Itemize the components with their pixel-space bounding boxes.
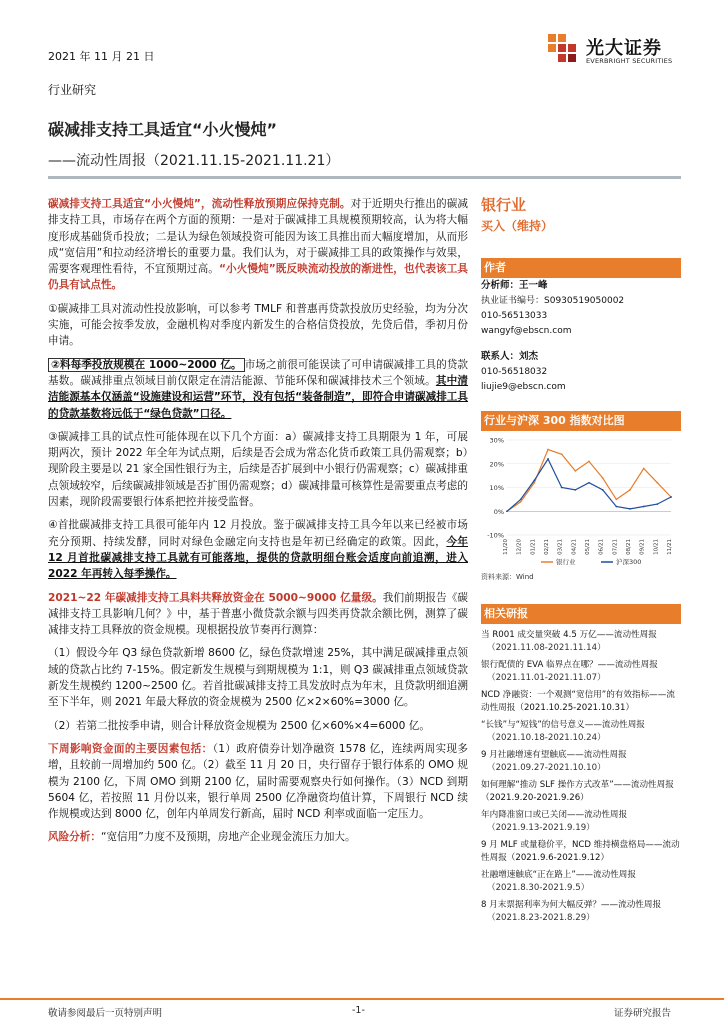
- x-tick-label: 11/21: [667, 539, 673, 555]
- paragraph-point-4: [48, 517, 468, 582]
- analyst-cert: 执业证书编号：S0930519050002: [481, 296, 625, 306]
- legend-label: 银行业: [556, 558, 576, 566]
- data-point: [588, 460, 590, 462]
- related-report-item[interactable]: [481, 839, 681, 865]
- related-report-title[interactable]: 8 月末票据利率为何大幅反弹？——流动性周报: [481, 900, 662, 910]
- data-point: [629, 489, 631, 491]
- data-point: [615, 506, 617, 508]
- data-point: [506, 510, 508, 512]
- series-line: [507, 459, 671, 511]
- related-report-item[interactable]: [481, 689, 681, 715]
- paragraph-calc-2: （2）若第二批按季申请，则合计释放资金规模为 2500 亿×60%×4=6000 亿。: [48, 719, 430, 732]
- y-tick-label: 10%: [489, 484, 504, 492]
- risk-text: “宽信用”力度不及预期，房地产企业现金流压力加大。: [100, 831, 356, 844]
- authors-section-title: 作者: [481, 258, 681, 278]
- chart-source: 资料来源：Wind: [481, 573, 534, 581]
- x-tick-label: 06/21: [598, 539, 605, 555]
- point-2-text: 市场之前很可能误读了可申请碳减排工具的贷款基数。碳减排重点领域目前仅限定在清洁能源、节能环保和碳减排技术三个领域。: [48, 358, 468, 387]
- point-2-boxed: ②料每季投放规模在 1000~2000 亿。: [48, 358, 245, 372]
- next-week-text: （1）政府债券计划净融资 1578 亿，连续两周实现多增，且较前一周增加约 500 亿。（2）截至 11 月 20 日，央行留存于银行体系的 OMO 规模为 2100 亿，下周 OMO 到期 2100 亿，届时需要观察央行如何操作。（3）NCD 到期 5604 亿，若按照 11 月份以来，银行单周 2500 亿净融资均值计算，下周银行 NCD 续作规模或达到 8000 亿，创年内单周发行新高，届时 NCD 利率或面临一定压力。: [48, 742, 469, 821]
- analyst-phone: 010-56513033: [481, 311, 548, 321]
- related-report-title[interactable]: 社融增速触底“正在路上”——流动性周报: [481, 870, 636, 880]
- related-report-title[interactable]: 当 R001 成交量突破 4.5 万亿——流动性周报: [481, 630, 657, 640]
- point-4-bold: 今年 12 月首批碳减排支持工具就有可能落地，提供的贷款明细台账会适度向前追溯，进入 2022 年再转入每季操作。: [48, 535, 469, 581]
- contact-email[interactable]: liujie9@ebscn.com: [481, 382, 566, 392]
- next-week-lead: 下周影响资金面的主要因素包括：: [48, 742, 213, 755]
- data-point: [574, 489, 576, 491]
- report-type: 行业研究: [48, 83, 97, 97]
- data-point: [602, 489, 604, 491]
- report-title: 碳减排支持工具适宜“小火慢炖”: [48, 120, 278, 139]
- related-report-title[interactable]: NCD 净融资：一个观测“宽信用”的有效指标——流动性周报（2021.10.25-2021.10.31）: [481, 690, 675, 713]
- related-report-date: （2021.09.27-2021.10.10）: [487, 763, 606, 773]
- main-body: [48, 196, 468, 846]
- rating-block: [481, 194, 681, 234]
- data-point: [520, 501, 522, 503]
- series-line: [507, 450, 671, 512]
- related-report-item[interactable]: [481, 809, 681, 835]
- related-report-title[interactable]: “长钱”与“短钱”的信号意义——流动性周报: [481, 720, 645, 730]
- rating-value: 买入（维持）: [481, 219, 554, 233]
- analyst-name: 王一峰: [519, 280, 548, 291]
- summary-lead: 碳减排支持工具适宜“小火慢炖”，流动性释放预期应保持克制。: [48, 198, 351, 210]
- report-subtitle: ——流动性周报（2021.11.15-2021.11.21）: [48, 153, 340, 169]
- data-point: [670, 496, 672, 498]
- y-tick-label: 20%: [489, 460, 504, 469]
- related-report-title[interactable]: 银行配债的 EVA 临界点在哪？——流动性周报: [481, 660, 658, 670]
- estimate-text: 我们前期报告《碳减排支持工具影响几何？》中，基于普惠小微贷款余额与四类再贷款余额比例，测算了碳减排支持工具释放的资金规模。现根据投放节奏再行测算：: [48, 591, 469, 637]
- data-point: [615, 498, 617, 500]
- data-point: [547, 458, 549, 460]
- x-tick-label: 05/21: [585, 539, 591, 555]
- page-number: -1-: [352, 1005, 365, 1016]
- footer-disclaimer[interactable]: 敬请参阅最后一页特别声明: [48, 1008, 163, 1019]
- contact-name: 刘杰: [519, 351, 539, 362]
- data-point: [629, 508, 631, 510]
- company-logo: [548, 34, 678, 68]
- related-report-title[interactable]: 9 月社融增速有望触底——流动性周报: [481, 750, 627, 760]
- paragraph-point-2: [48, 357, 468, 422]
- analyst-label: 分析师：: [481, 280, 520, 291]
- x-tick-label: 04/21: [571, 539, 578, 555]
- data-point: [588, 482, 590, 484]
- contact-label: 联系人：: [481, 351, 520, 362]
- related-report-item[interactable]: [481, 899, 681, 925]
- paragraph-summary: [48, 196, 468, 294]
- logo-mark-icon: [548, 34, 578, 66]
- legend-label: 沪深300: [616, 558, 642, 566]
- y-tick-label: 0%: [493, 507, 504, 516]
- footer-label: 证券研究报告: [614, 1008, 672, 1019]
- related-report-date: （2021.10.18-2021.10.24）: [487, 733, 606, 743]
- related-report-date: （2021.8.23-2021.8.29）: [487, 913, 595, 923]
- x-tick-label: 02/21: [544, 539, 550, 555]
- related-report-title[interactable]: 年内降准窗口或已关闭——流动性周报: [481, 810, 628, 820]
- related-report-item[interactable]: [481, 719, 681, 745]
- rating-industry: 银行业: [481, 196, 527, 214]
- chart-section-title: 行业与沪深 300 指数对比图: [481, 411, 681, 431]
- footer-rule: [0, 998, 724, 1000]
- authors-block: [481, 278, 681, 395]
- point-2-bold: 其中清洁能源基本仅涵盖“设施建设和运营”环节，没有包括“装备制造”，即符合申请碳减排工具的贷款基数将远低于“绿色贷款”口径。: [48, 374, 469, 420]
- contact-line: [481, 349, 681, 365]
- x-tick-label: 11/20: [503, 539, 509, 555]
- related-report-date: （2021.9.13-2021.9.19）: [487, 823, 595, 833]
- data-point: [643, 468, 645, 470]
- x-tick-label: 09/21: [639, 539, 646, 555]
- x-tick-label: 08/21: [626, 539, 632, 555]
- paragraph-risk: [48, 829, 468, 845]
- point-4-text: ④首批碳减排支持工具很可能年内 12 月投放。鉴于碳减排支持工具今年以来已经被市场充分预期、持续发酵，同时对绿色金融定向支持也是年初已经确定的政策。因此，: [48, 519, 468, 548]
- data-point: [547, 449, 549, 451]
- related-report-item[interactable]: [481, 779, 681, 805]
- industry-index-chart: [481, 430, 681, 570]
- data-point: [643, 506, 645, 508]
- related-section-title: 相关研报: [481, 604, 681, 624]
- paragraph-point-1: ①碳减排工具对流动性投放影响，可以参考 TMLF 和普惠再贷款投放历史经验，均为分次实施，可能会按季发放，金融机构对季度内新发生的合格信贷投放，先贷后借，季初月份申请。: [48, 302, 468, 348]
- summary-tail: “小火慢炖”既反映流动投放的渐进性，也代表该工具仍具有试点性。: [48, 263, 468, 292]
- data-point: [602, 477, 604, 479]
- related-report-item[interactable]: [481, 749, 681, 775]
- data-point: [561, 487, 563, 489]
- x-tick-label: 10/21: [653, 539, 660, 555]
- paragraph-point-3: ③碳减排工具的试点性可能体现在以下几个方面：a）碳减排支持工具期限为 1 年，可展期两次，预计 2022 年全年为试点期，后续是否会成为常态化货币政策工具仍需观察；b）现阶段主要是以 21 家全国性银行为主，后续是否扩展到中小银行仍需观察；c）碳减排重点领域较窄，后续碳减排领域是否扩围仍需观察；d）碳减排量可核算性是需要重点考虑的因素，现阶段需要银行体系把控并接受监督。: [48, 430, 468, 509]
- logo-text-en: EVERBRIGHT SECURITIES: [586, 57, 673, 65]
- risk-lead: 风险分析：: [48, 831, 101, 844]
- y-tick-label: -10%: [487, 531, 504, 540]
- paragraph-calc-1: （1）假设今年 Q3 绿色贷款新增 8600 亿，绿色贷款增速 25%，其中满足碳减排重点领域的贷款占比约 7-15%。假定新发生规模与到期规模为 1:1，则 Q3 碳减排重点领域贷款新发生规模约 1200~2500 亿。若首批碳减排支持工具发放时点为年末，且贷款明细追溯至下半年，则 2021 年最大释放的资金规模为 2500 亿×2×60%=3000 亿。: [48, 647, 468, 709]
- x-tick-label: 12/20: [516, 539, 523, 555]
- report-date: 2021 年 11 月 21 日: [48, 50, 155, 63]
- logo-text-cn: 光大证券: [586, 38, 662, 59]
- data-point: [520, 498, 522, 500]
- related-reports-list: [481, 629, 681, 929]
- estimate-lead: 2021~22 年碳减排支持工具料共释放资金在 5000~9000 亿量级。: [48, 591, 383, 604]
- related-report-date: （2021.8.30-2021.9.5）: [487, 883, 590, 893]
- contact-phone: 010-56518032: [481, 367, 548, 377]
- analyst-line: [481, 278, 681, 294]
- data-point: [656, 482, 658, 484]
- data-point: [561, 453, 563, 455]
- paragraph-estimate: [48, 590, 468, 639]
- x-tick-label: 01/21: [530, 539, 537, 555]
- x-tick-label: 03/21: [557, 539, 564, 555]
- related-report-date: （2021.11.01-2021.11.07）: [487, 673, 606, 683]
- related-report-item[interactable]: [481, 869, 681, 895]
- y-tick-label: 30%: [489, 436, 504, 445]
- analyst-email[interactable]: wangyf@ebscn.com: [481, 326, 572, 336]
- title-divider: [48, 176, 681, 179]
- x-tick-label: 07/21: [612, 539, 619, 555]
- related-report-item[interactable]: [481, 659, 681, 685]
- data-point: [656, 503, 658, 505]
- summary-text: 对于近期央行推出的碳减排支持工具，市场存在两个方面的预期：一是对于碳减排工具规模预期较高，认为将大幅度形成基础货币投放；二是认为绿色领域投资可能因为该工具推出而大幅度增加，从而形成“宽信用”和拉动经济增长的重要力量。我们认为，对于碳减排工具的政策操作与效果，需要客观理性看待，不宜预期过高。: [48, 198, 468, 276]
- related-report-title[interactable]: 9 月 MLF 或量稳价平，NCD 维持横盘格局——流动性周报（2021.9.6-2021.9.12）: [481, 840, 680, 863]
- paragraph-next-week: [48, 741, 468, 822]
- data-point: [533, 479, 535, 481]
- related-report-title[interactable]: 如何理解“推动 SLF 操作方式改革”——流动性周报（2021.9.20-2021.9.26）: [481, 780, 674, 803]
- data-point: [574, 470, 576, 472]
- related-report-date: （2021.11.08-2021.11.14）: [487, 643, 606, 653]
- related-report-item[interactable]: [481, 629, 681, 655]
